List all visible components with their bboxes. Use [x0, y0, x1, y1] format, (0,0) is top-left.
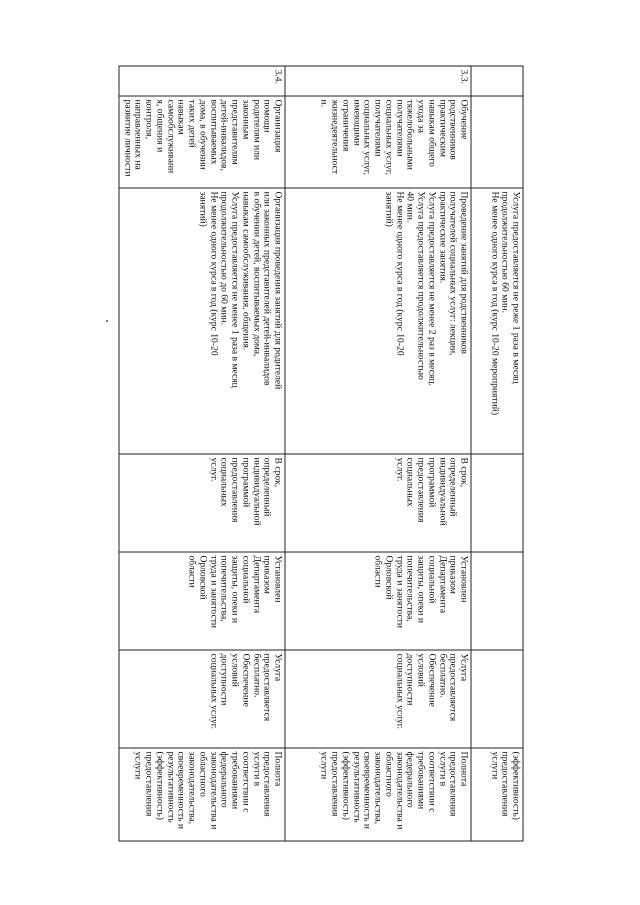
service-conditions-3-4 — [118, 650, 284, 748]
text-line: Услуга — [272, 653, 284, 681]
text-line: услуги в соответствии с — [239, 751, 262, 812]
text-line: законным — [239, 99, 251, 139]
text-line: в обучении детей, воспитываемых дома, — [250, 191, 262, 356]
text-line: труда и занятости — [207, 555, 219, 628]
text-line: результативность — [164, 751, 176, 823]
text-line: или законных представителей детей-инвалидов — [261, 191, 273, 385]
service-desc-3-3 — [285, 188, 471, 454]
text-line: предоставления услуги — [318, 751, 341, 816]
text-line: услуги в соответствии с — [425, 751, 448, 812]
prev-cost-cell — [471, 552, 523, 650]
text-line: получателями — [393, 99, 405, 157]
text-line: федерального — [218, 751, 230, 808]
prev-cond-cell — [471, 650, 523, 748]
text-line: приказом — [447, 555, 459, 594]
text-line: Услуга предоставляется не менее 1 раза в месяц — [229, 191, 241, 388]
services-table — [118, 65, 523, 841]
text-line: индивидуальной — [250, 457, 262, 526]
text-line: Департамента — [436, 555, 448, 613]
text-line: занятий) — [196, 191, 208, 227]
text-line: Установлен — [458, 555, 470, 602]
text-line: Не менее одного курса в год (курс 10-20 — [393, 191, 405, 356]
text-line: родственников — [447, 99, 459, 160]
text-line: предоставляется — [261, 653, 273, 721]
text-line: Установлен — [272, 555, 284, 602]
text-line: областного — [196, 751, 208, 797]
table-row-3-3 — [285, 66, 471, 841]
text-line: социальных — [218, 457, 230, 507]
text-line: Орловской — [382, 555, 394, 600]
text-line: Услуга предоставляется не реже 1 раза в месяц — [510, 191, 522, 384]
text-line: Обеспечение — [239, 653, 251, 707]
desc-3-4-part-a — [239, 191, 282, 450]
text-line: ухода за — [415, 99, 427, 133]
text-line: законодательства, — [186, 751, 198, 824]
service-cost-3-4 — [118, 552, 284, 650]
text-line: ограничения — [339, 99, 351, 151]
prev-desc-cell — [471, 188, 523, 454]
text-line: определенный — [261, 457, 273, 516]
text-line: я, общения и — [153, 99, 165, 152]
text-line: навыкам общего — [425, 99, 437, 167]
text-line: направленных на — [132, 99, 144, 170]
text-line: бесплатно. — [436, 653, 448, 697]
text-line: 40 мин. — [404, 191, 416, 222]
text-line: области — [372, 555, 384, 588]
prev-qual-cell — [471, 748, 523, 841]
text-line: Услуга — [458, 653, 470, 681]
text-line: областного — [382, 751, 394, 797]
text-line: социальных услуг, — [382, 99, 394, 175]
text-line: социальной — [425, 555, 437, 603]
desc-3-3-part-c — [382, 191, 403, 450]
text-line: навыкам — [175, 99, 187, 135]
text-line: продолжительностью до 60 мин. — [218, 191, 230, 325]
text-line: федерального — [404, 751, 416, 808]
text-line: Услуга предоставляется продолжительностью — [415, 191, 427, 380]
text-line: Обеспечение — [425, 653, 437, 707]
text-line: области — [186, 555, 198, 588]
text-line: приказом — [261, 555, 273, 594]
text-line: жизнедеятельност — [329, 99, 341, 174]
text-line: самообслуживани — [164, 99, 176, 173]
text-line: (эффективность) — [153, 751, 165, 820]
text-line: законодательства, — [372, 751, 384, 824]
text-line: Не менее одного курса в год (курс 10-20 мероприятий) — [488, 191, 500, 415]
text-line: таких детей — [186, 99, 198, 148]
text-line: представителям — [229, 99, 241, 165]
text-line: законодательства и — [393, 751, 405, 829]
text-line: результативность — [350, 751, 362, 823]
desc-3-3-part-a — [436, 191, 468, 450]
scan-speck — [106, 320, 108, 322]
text-line: законодательства и — [207, 751, 219, 829]
text-line: Обучение — [458, 99, 470, 139]
text-line: предоставляется — [447, 653, 459, 721]
desc-3-4-part-c — [196, 191, 217, 450]
text-line: своевременность и — [361, 751, 373, 829]
prev-name-cell — [471, 96, 523, 188]
prev-term-cell — [471, 454, 523, 552]
service-term-3-4 — [118, 454, 284, 552]
text-line: бесплатно. — [250, 653, 262, 697]
table-row-3-4 — [118, 66, 284, 841]
text-line: социальных услуг. — [393, 653, 405, 729]
service-quality-3-4 — [118, 748, 284, 841]
text-line: попечительства, — [218, 555, 230, 622]
text-line: развитие личности — [121, 99, 133, 177]
text-line: детей-инвалидов, — [218, 99, 230, 171]
prev-num-cell — [471, 66, 523, 96]
text-line: предоставления — [415, 457, 427, 522]
text-line: (эффективность) — [510, 751, 522, 820]
text-line: Полнота предоставления — [261, 751, 284, 816]
text-line: программой — [239, 457, 251, 507]
text-line: дома, в обучении — [196, 99, 208, 170]
text-line: индивидуальной — [436, 457, 448, 526]
text-line: тяжелобольными — [404, 99, 416, 170]
text-line: Департамента — [250, 555, 262, 613]
text-line: контроля, — [143, 99, 155, 139]
service-cost-3-3 — [285, 552, 471, 650]
text-line: Орловской — [196, 555, 208, 600]
text-line: продолжительностью 60 мин. — [499, 191, 511, 313]
desc-3-4-part-b — [218, 191, 239, 450]
text-line: (эффективность) — [339, 751, 351, 820]
text-line: программой — [425, 457, 437, 507]
text-line: услуг. — [393, 457, 405, 481]
text-line: занятий) — [382, 191, 394, 227]
text-line: доступности — [404, 653, 416, 705]
service-name-3-3 — [285, 96, 471, 188]
text-line: Организация проведения занятий для родителей — [272, 191, 284, 389]
text-line: социальной — [239, 555, 251, 603]
text-line: условий — [229, 653, 241, 687]
text-line: Организация — [272, 99, 284, 152]
text-line: требованиями — [415, 751, 427, 809]
service-desc-3-4 — [118, 188, 284, 454]
table-row-previous — [471, 66, 523, 841]
service-name-3-4 — [118, 96, 284, 188]
text-line: воспитываемых — [207, 99, 219, 164]
text-line: предоставления — [229, 457, 241, 522]
service-conditions-3-3 — [285, 650, 471, 748]
text-line: получателей социальных услуг: лекции, — [447, 191, 459, 356]
service-quality-3-3 — [285, 748, 471, 841]
text-line: социальных услуг, — [361, 99, 373, 175]
text-line: социальных — [404, 457, 416, 507]
text-line: получателями — [372, 99, 384, 157]
text-line: В срок, — [458, 457, 470, 487]
text-line: имеющими — [350, 99, 362, 146]
text-line: труда и занятости — [393, 555, 405, 628]
text-line: своевременность и — [175, 751, 187, 829]
text-line: Проведение занятий для родственников — [458, 191, 470, 354]
text-line: и. — [318, 99, 330, 107]
text-line: требованиями — [229, 751, 241, 809]
text-line: попечительства, — [404, 555, 416, 622]
text-line: помощи — [261, 99, 273, 133]
text-line: услуг. — [207, 457, 219, 481]
text-line: практические занятия. — [436, 191, 448, 283]
text-line: навыкам самообслуживания, общения. — [239, 191, 251, 350]
text-line: защиты, опеки и — [229, 555, 241, 623]
desc-3-3-part-b — [404, 191, 436, 450]
text-line: социальных услуг. — [207, 653, 219, 729]
text-line: предоставления услуги — [132, 751, 155, 816]
row-number-3-4: 3.4. — [118, 66, 284, 96]
text-line: условий — [415, 653, 427, 687]
text-line: определенный — [447, 457, 459, 516]
text-line: В срок, — [272, 457, 284, 487]
text-line: Не менее одного курса в год (курс 10-20 — [207, 191, 219, 356]
text-line: Услуга предоставляется не менее 2 раз в месяц. — [425, 191, 437, 386]
text-line: предоставления услуги — [488, 751, 511, 816]
text-line: защиты, опеки и — [415, 555, 427, 623]
text-line: практическим — [436, 99, 448, 157]
text-line: Полнота предоставления — [447, 751, 470, 816]
row-number-3-3: 3.3. — [285, 66, 471, 96]
text-line: доступности — [218, 653, 230, 705]
service-term-3-3 — [285, 454, 471, 552]
text-line: родителям или — [250, 99, 262, 160]
